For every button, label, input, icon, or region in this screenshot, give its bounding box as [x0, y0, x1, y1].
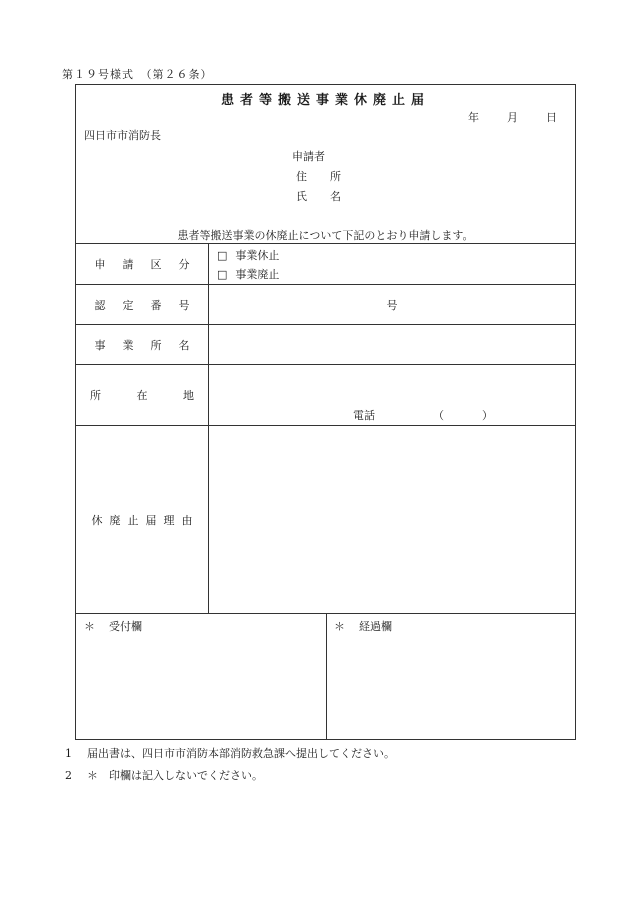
option-abolish[interactable]: □ 事業廃止 — [217, 268, 280, 281]
form-title: 患者等搬送事業休廃止届 — [220, 93, 430, 108]
row-application-type — [76, 243, 575, 284]
cert-number-label: 認 定 番 号 — [76, 285, 209, 324]
application-type-label: 申 請 区 分 — [76, 244, 209, 284]
location-field[interactable] — [209, 365, 575, 425]
row-reason — [76, 425, 575, 613]
month-label: 月 — [507, 111, 518, 124]
year-label: 年 — [468, 111, 479, 124]
applicant-heading: 申請者 — [292, 150, 325, 163]
date-line — [440, 109, 557, 125]
checkbox-suspend[interactable]: □ — [217, 249, 228, 262]
office-name-field[interactable] — [209, 325, 575, 364]
reception-cell: ＊ 受付欄 — [76, 614, 327, 739]
option-suspend[interactable]: □ 事業休止 — [217, 249, 280, 262]
application-type-value — [209, 244, 575, 284]
location-label: 所 在 地 — [76, 365, 209, 425]
address-label: 住 所 — [296, 170, 347, 183]
addressee: 四日市市消防長 — [84, 129, 161, 142]
progress-cell: ＊ 経過欄 — [334, 620, 392, 633]
note-2: 2 ＊ 印欄は記入しないでください。 — [65, 769, 263, 782]
progress-label: 経過欄 — [359, 620, 392, 633]
applicant-block — [292, 147, 347, 207]
phone-line: 電話 （ ） — [353, 409, 493, 422]
reason-label: 休 廃 止 届 理 由 — [76, 426, 209, 613]
statement: 患者等搬送事業の休廃止について下記のとおり申請します。 — [177, 229, 474, 242]
reception-label: 受付欄 — [109, 620, 142, 633]
checkbox-abolish[interactable]: □ — [217, 268, 228, 281]
number-suffix: 号 — [386, 299, 398, 312]
name-label: 氏 名 — [296, 190, 347, 203]
note-1: 1 届出書は、四日市市消防本部消防救急課へ提出してください。 — [65, 747, 395, 760]
row-office-use — [76, 613, 575, 739]
office-name-label: 事 業 所 名 — [76, 325, 209, 364]
application-form — [75, 84, 576, 740]
day-label: 日 — [546, 111, 557, 124]
reason-field[interactable] — [209, 426, 575, 613]
cert-number-field[interactable] — [209, 285, 575, 324]
row-cert-number — [76, 284, 575, 324]
row-office-name — [76, 324, 575, 364]
form-id: 第１９号様式 （第２６条） — [62, 68, 213, 81]
row-location — [76, 364, 575, 425]
